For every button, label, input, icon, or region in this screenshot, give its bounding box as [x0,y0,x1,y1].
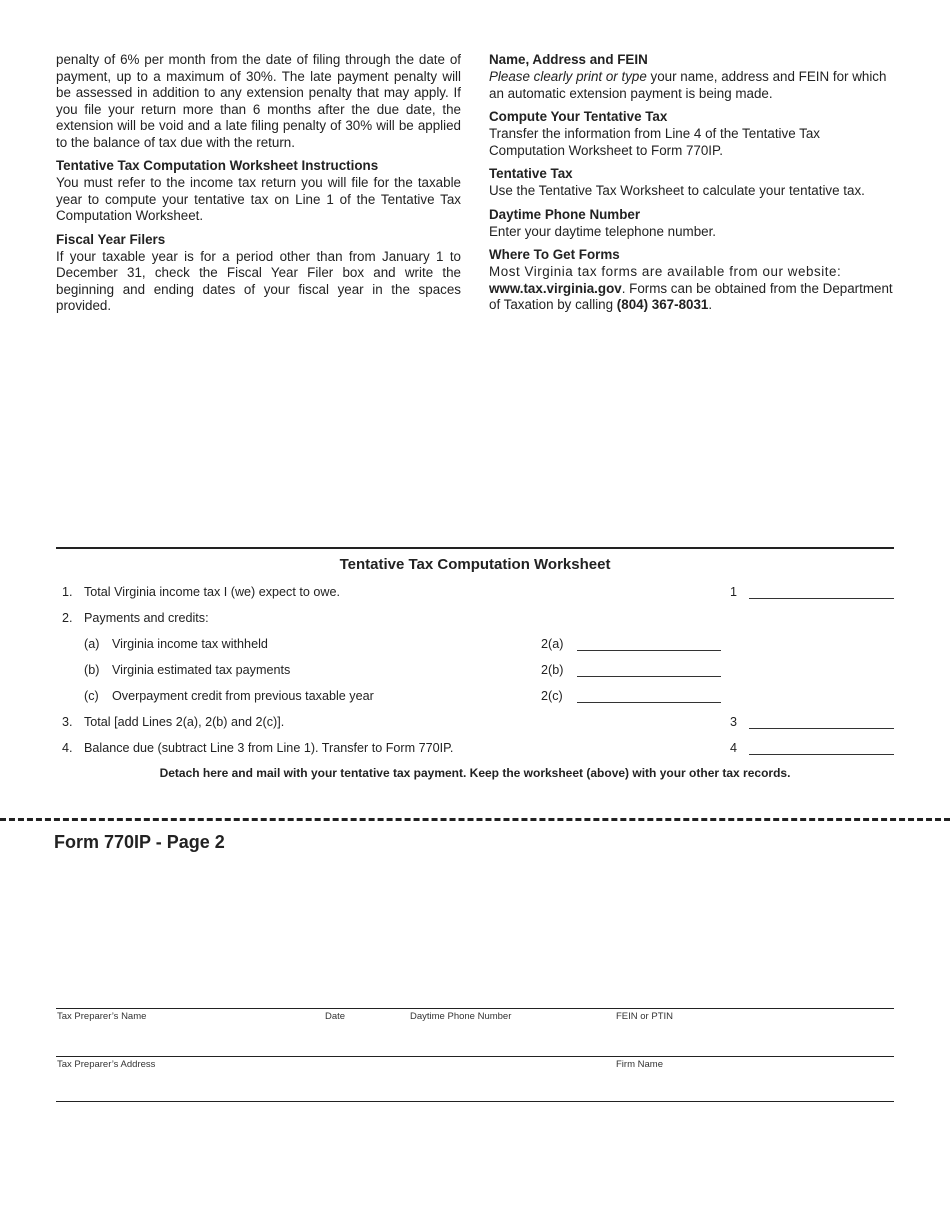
worksheet-line-2c [0,689,950,707]
line-2c-label: 2(c) [541,689,563,703]
preparer-address-label: Tax Preparer’s Address [57,1059,156,1070]
line-2a-label: 2(a) [541,637,564,651]
detach-cut-line [0,818,950,821]
name-address-fein-text: your name, address and FEIN for which an automatic extension payment is being made. [489,69,887,101]
line-1-label: 1 [730,585,738,599]
name-address-fein-paragraph [489,69,894,102]
forms-text-intro: Most Virginia tax forms are available from our website: [489,264,842,279]
preparer-bottom-rule[interactable] [56,1101,894,1102]
tentative-tax-heading: Tentative Tax [489,166,573,181]
line-4-entry-field[interactable] [749,754,894,755]
line-4-description: Balance due (subtract Line 3 from Line 1). Transfer to Form 770IP. [84,741,454,755]
where-to-get-forms-heading: Where To Get Forms [489,247,620,262]
department-phone: (804) 367-8031 [616,297,709,312]
preparer-date-label: Date [325,1011,346,1022]
worksheet-top-rule [56,547,894,549]
forms-text-end: . [708,297,713,312]
instructions-left-column [56,52,461,315]
preparer-top-rule[interactable] [56,1008,894,1009]
line-4-label: 4 [730,741,738,755]
line-3-description: Total [add Lines 2(a), 2(b) and 2(c)]. [84,715,285,729]
line-2a-letter: (a) [84,637,100,651]
name-address-fein-heading: Name, Address and FEIN [489,52,648,67]
worksheet-line-2 [0,611,950,629]
fiscal-year-paragraph: If your taxable year is for a period other than from January 1 to December 31, check the Fiscal Year Filer box and write the beginning and ending dates of your fiscal year in the spaces provided. [56,248,461,313]
preparer-middle-rule[interactable] [56,1056,894,1057]
line-2a-description: Virginia income tax withheld [112,637,268,651]
line-2b-label: 2(b) [541,663,564,677]
line-2-number: 2. [62,611,73,625]
preparer-name-label: Tax Preparer’s Name [57,1011,147,1022]
daytime-phone-paragraph: Enter your daytime telephone number. [489,223,717,239]
preparer-phone-label: Daytime Phone Number [410,1011,512,1022]
line-2b-letter: (b) [84,663,100,677]
worksheet-line-2b [0,663,950,681]
worksheet-line-4 [0,741,950,759]
forms-text-middle: . Forms can be obtained from the Department of Taxation by calling [489,280,893,312]
worksheet-line-1 [0,585,950,603]
line-1-entry-field[interactable] [749,598,894,599]
compute-tentative-tax-paragraph: Transfer the information from Line 4 of the Tentative Tax Computation Worksheet to Form 770IP. [489,126,820,158]
page-2-title: Form 770IP - Page 2 [54,832,225,852]
line-2c-description: Overpayment credit from previous taxable year [112,689,374,703]
print-or-type-emphasis: Please clearly print or type [489,69,647,84]
line-1-number: 1. [62,585,73,599]
penalty-paragraph: penalty of 6% per month from the date of filing through the date of payment, up to a maximum of 30%. The late payment penalty will be assessed in addition to any extension penalty that may apply. If you file your return more than 6 months after the due date, the extension will be void and a late filing penalty of 30% will be applied to the balance of tax due with the return. [56,52,461,150]
compute-tentative-tax-heading: Compute Your Tentative Tax [489,109,668,124]
worksheet-line-3 [0,715,950,733]
line-2c-entry-field[interactable] [577,702,721,703]
tentative-tax-paragraph: Use the Tentative Tax Worksheet to calculate your tentative tax. [489,183,865,198]
line-3-label: 3 [730,715,738,729]
detach-instructions: Detach here and mail with your tentative tax payment. Keep the worksheet (above) with your other tax records. [159,766,791,780]
line-3-number: 3. [62,715,73,729]
line-2-description: Payments and credits: [84,611,209,625]
line-2b-entry-field[interactable] [577,676,721,677]
worksheet-instructions-heading: Tentative Tax Computation Worksheet Instructions [56,158,379,173]
worksheet-instructions-paragraph: You must refer to the income tax return you will file for the taxable year to compute your tentative tax on Line 1 of the Tentative Tax Computation Worksheet. [56,175,461,223]
instructions-right-column [489,52,894,314]
worksheet-title: Tentative Tax Computation Worksheet [339,556,611,573]
line-2a-entry-field[interactable] [577,650,721,651]
where-to-get-forms-paragraph [489,264,894,314]
preparer-fein-label: FEIN or PTIN [616,1011,674,1022]
fiscal-year-heading: Fiscal Year Filers [56,231,166,247]
line-2c-letter: (c) [84,689,99,703]
line-1-description: Total Virginia income tax I (we) expect to owe. [84,585,340,599]
worksheet-line-2a [0,637,950,655]
line-4-number: 4. [62,741,73,755]
line-2b-description: Virginia estimated tax payments [112,663,291,677]
line-3-entry-field[interactable] [749,728,894,729]
firm-name-label: Firm Name [616,1059,663,1070]
daytime-phone-heading: Daytime Phone Number [489,206,641,222]
website-link[interactable]: www.tax.virginia.gov [489,280,622,296]
